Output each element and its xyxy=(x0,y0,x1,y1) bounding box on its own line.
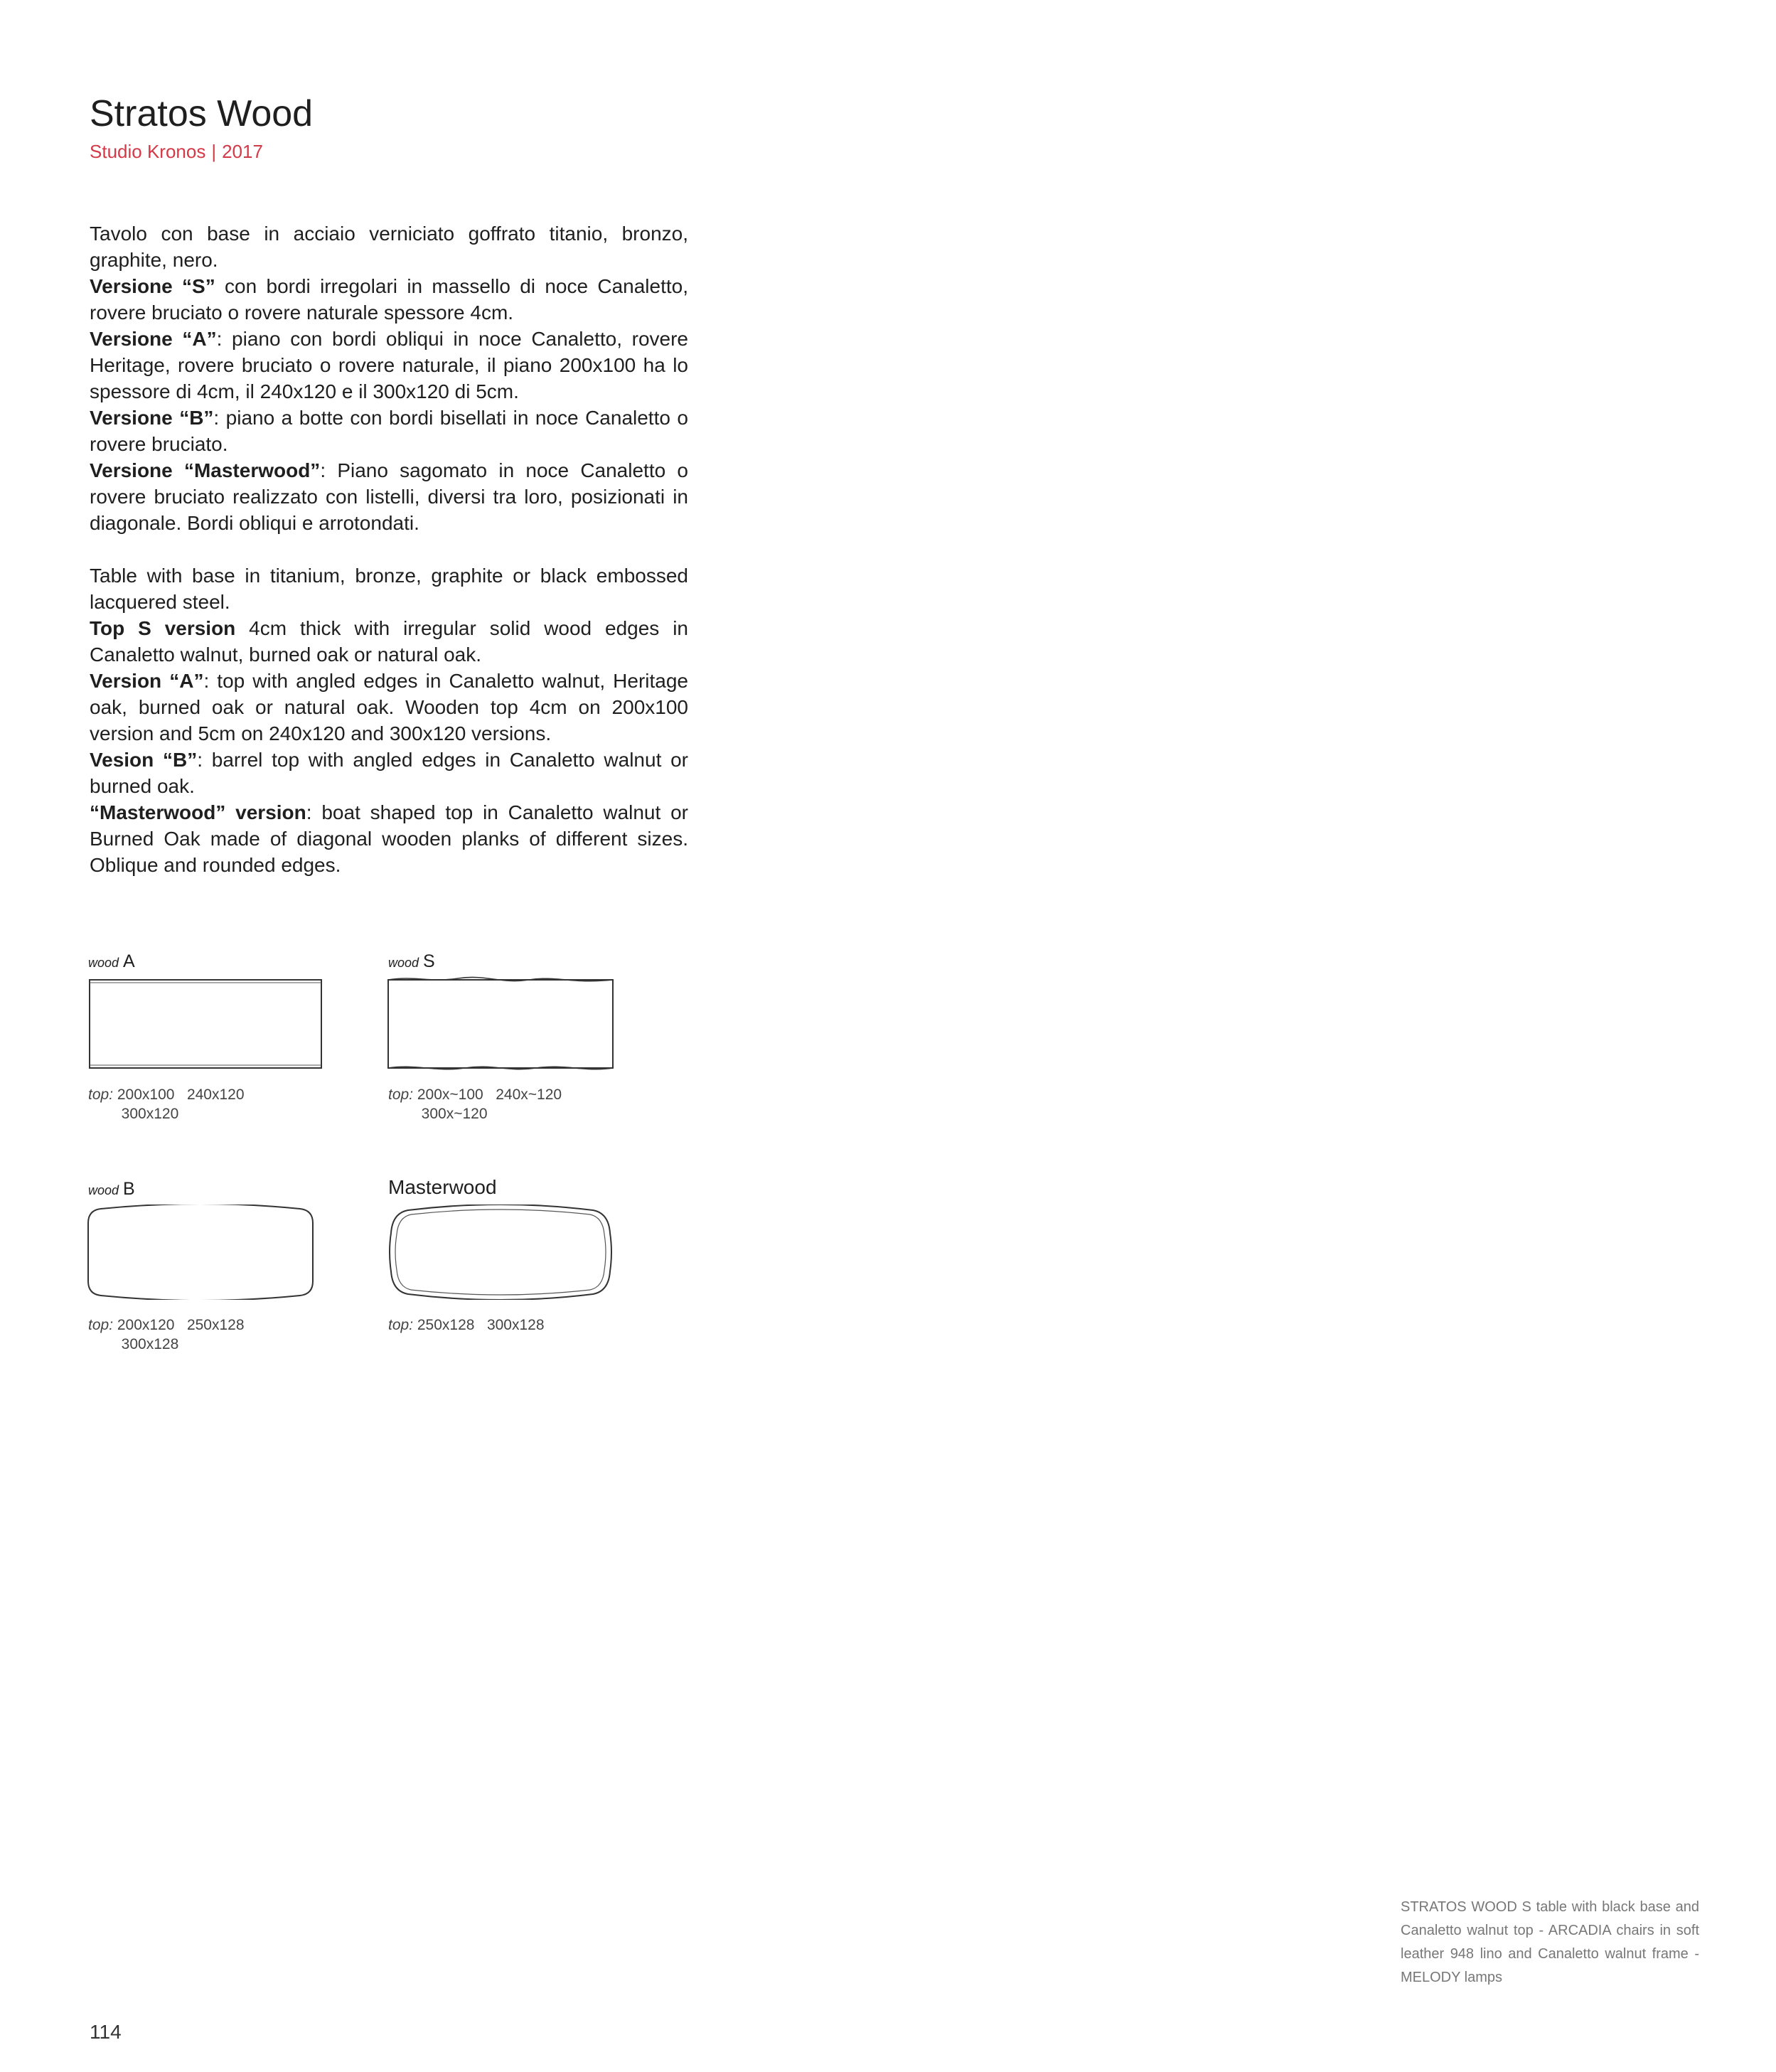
designer-name: Studio Kronos xyxy=(90,141,206,162)
masterwood-sizes: top: 250x128 300x128 xyxy=(388,1317,545,1333)
english-version-a: Version “A”: top with angled edges in Canaletto walnut, Heritage oak, burned oak or natural oak. Wooden top 4cm on 200x100 version and 5cm on 240x120 and 300x120 versions. xyxy=(90,670,688,744)
page-number: 114 xyxy=(90,2021,122,2043)
italian-version-s: Versione “S” con bordi irregolari in massello di noce Canaletto, rovere bruciato o rovere naturale spessore 4cm. xyxy=(90,275,689,324)
wood-b-top-drawing xyxy=(85,1205,316,1300)
wood-b-sizes: top: 200x120 250x128 300x128 xyxy=(88,1317,245,1352)
product-title: Stratos Wood xyxy=(90,93,314,134)
wood-b-label: wood B xyxy=(88,1179,135,1199)
wood-s-sizes: top: 200x~100 240x~120 300x~120 xyxy=(388,1086,562,1122)
wood-s-label: wood S xyxy=(388,951,435,971)
separator: | xyxy=(211,141,217,162)
italian-intro: Tavolo con base in acciaio verniciato goffrato titanio, bronzo, graphite, nero. xyxy=(90,223,688,271)
wood-a-sizes: top: 200x100 240x120 300x120 xyxy=(88,1086,245,1122)
description xyxy=(90,220,688,878)
english-version-masterwood: “Masterwood” version: boat shaped top in Canaletto walnut or Burned Oak made of diagonal wooden planks of different sizes. Oblique and rounded edges. xyxy=(90,801,688,876)
english-intro: Table with base in titanium, bronze, graphite or black embossed lacquered steel. xyxy=(90,565,688,613)
designer-line xyxy=(90,141,263,163)
wood-a-label: wood A xyxy=(88,951,135,971)
wood-s-top-drawing xyxy=(387,974,614,1074)
wood-a-top-drawing xyxy=(88,977,324,1072)
english-version-s: Top S version 4cm thick with irregular solid wood edges in Canaletto walnut, burned oak or natural oak. xyxy=(90,617,688,666)
italian-version-b: Versione “B”: piano a botte con bordi bisellati in noce Canaletto o rovere bruciato. xyxy=(90,407,688,455)
masterwood-top-drawing xyxy=(387,1205,614,1300)
italian-version-masterwood: Versione “Masterwood”: Piano sagomato in noce Canaletto o rovere bruciato realizzato con listelli, diversi tra loro, posizionati in diagonale. Bordi obliqui e arrotondati. xyxy=(90,459,688,534)
masterwood-label: Masterwood xyxy=(388,1176,497,1198)
photo-caption: STRATOS WOOD S table with black base and Canaletto walnut top - ARCADIA chairs in soft leather 948 lino and Canaletto walnut frame - MELODY lamps xyxy=(1401,1899,1699,1985)
english-version-b: Vesion “B”: barrel top with angled edges in Canaletto walnut or burned oak. xyxy=(90,749,688,797)
italian-version-a: Versione “A”: piano con bordi obliqui in noce Canaletto, rovere Heritage, rovere bruciato o rovere naturale, il piano 200x100 ha lo spessore di 4cm, il 240x120 e il 300x120 di 5cm. xyxy=(90,328,688,402)
year: 2017 xyxy=(222,141,263,162)
